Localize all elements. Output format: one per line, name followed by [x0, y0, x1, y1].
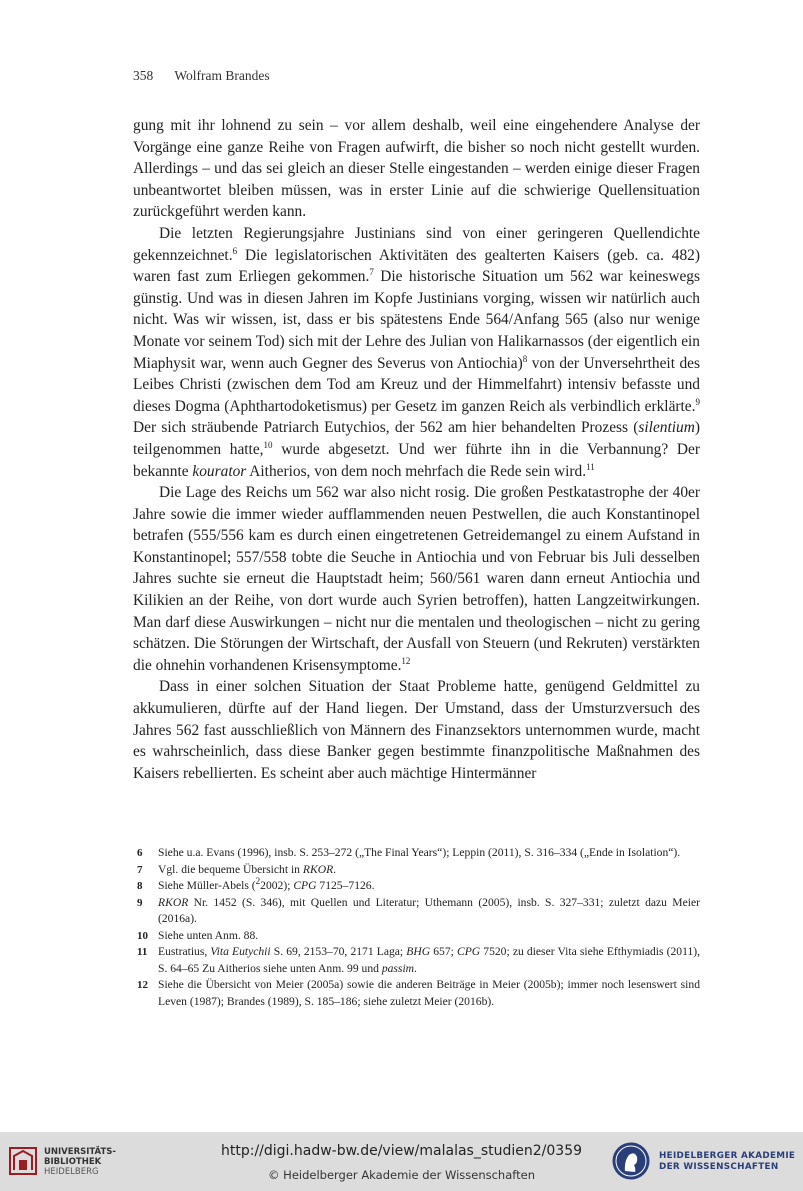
footnote-12: 12 Siehe die Übersicht von Meier (2005a) sowie die anderen Beiträge in Meier (2005b); immer noch lesenswert sind Leven (1987); Brandes (1989), S. 185–186; siehe zuletzt Meier (2016b). [137, 978, 700, 1008]
academy-logo-line1: HEIDELBERGER AKADEMIE [659, 1151, 796, 1161]
academy-logo[interactable] [611, 1141, 797, 1181]
running-head-author: Wolfram Brandes [174, 68, 270, 83]
footnote-9: 9 RKOR Nr. 1452 (S. 346), mit Quellen und Literatur; Uthemann (2005), insb. S. 327–331; zuletzt dazu Meier (2016a). [137, 895, 700, 925]
paragraph-4: Dass in einer solchen Situation der Staat Probleme hatte, genügend Geldmittel zu akkumulieren, dürfte auf der Hand liegen. Der Umstand, dass der Umsturzversuch des Jahres 562 fast ausschließlich von Männern des Finanzsektors unternommen wurde, macht es wahrscheinlich, dass diese Banker gegen bestimmte finanzpolitische Maßnahmen des Kaisers rebellierten. Es scheint aber auch mächtige Hintermänner [133, 678, 700, 782]
footnote-ref-12[interactable]: 12 [401, 655, 411, 666]
footnote-ref-9[interactable]: 9 [695, 396, 700, 407]
running-header [133, 68, 270, 84]
academy-logo-line2: DER WISSENSCHAFTEN [659, 1162, 779, 1172]
copyright-notice: © Heidelberger Akademie der Wissenschaften [268, 1168, 535, 1182]
footnote-8: 8 Siehe Müller-Abels ($^2$2002); CPG 7125–7126. [137, 876, 375, 892]
page-number: 358 [133, 68, 154, 83]
footnote-11: 11 Eustratius, Vita Eutychii S. 69, 2153–70, 2171 Laga; BHG 657; CPG 7520; zu dieser Vita siehe Efthymiadis (2011), S. 64–65 Zu Aitherios siehe unten Anm. 99 und passim. [137, 945, 701, 975]
footnotes [133, 845, 700, 1010]
permalink-url[interactable]: http://digi.hadw-bw.de/view/malalas_studien2/0359 [220, 1143, 583, 1159]
library-logo-line2: BIBLIOTHEK [44, 1157, 102, 1167]
footnote-6: 6 Siehe u.a. Evans (1996), insb. S. 253–272 („The Final Years“); Leppin (2011), S. 316–334 („Ende in Isolation“). [137, 846, 681, 859]
library-logo-line3: HEIDELBERG [44, 1167, 99, 1177]
footnote-ref-8[interactable]: 8 [522, 353, 528, 364]
main-text [133, 115, 700, 784]
paragraph-3: Die Lage des Reichs um 562 war also nicht rosig. Die großen Pestkatastrophe der 40er Jahre sowie die immer wieder aufflammenden neuen Pestwellen, die auch Konstantinopel betrafen (555/556 kam es durch einen eingetretenen Getreidemangel zu einem Aufstand in Konstantinopel; 557/558 tobte die Seuche in Antiochia und von Februar bis Juli desselben Jahres suchte sie erneut die Hauptstadt heim; 560/561 waren dann erneut Antiochia und Kilikien an der Reihe, von dort wurde auch Syrien betroffen), hatten Langzeitwirkungen. Man darf diese Auswirkungen – nicht nur die mentalen und theologischen – nicht zu gering schätzen. Die Störungen der Wirtschaft, der Ausfall von Steuern (und Rekruten) verstärkten die ohnehin vorhandenen Krisensymptome.$^{12}$ [133, 484, 700, 674]
footnote-ref-6[interactable]: 6 [232, 245, 238, 256]
footnote-7: 7 Vgl. die bequeme Übersicht in RKOR. [137, 862, 337, 876]
viewer-footer [0, 1132, 803, 1191]
academy-seal-icon [611, 1141, 651, 1181]
footnote-ref-11[interactable]: 11 [586, 461, 595, 472]
paragraph-2: Die letzten Regierungsjahre Justinians sind von einer geringeren Quellendichte gekennzeichnet.$^6$ Die legislatorischen Aktivitäten des gealterten Kaisers (geb. ca. 482) waren fast zum Erliegen gekommen.$^7$ Die historische Situation um 562 war keineswegs günstig. Und was in diesen Jahren im Kopfe Justinians vorging, wissen wir natürlich auch nicht. Was wir wissen, ist, dass er bis spätestens Ende 564/Anfang 565 (also nur wenige Monate vor seinem Tod) sich mit der Lehre des Julian von Halikarnassos (der eigentlich ein Miaphysit war, wenn auch Gegner des Severus von Antiochia)$^8$ von der Unversehrtheit des Leibes Christi (zwischen dem Tod am Kreuz und der Himmelfahrt) intensiv befasste und dieses Dogma (Aphthartodoketismus) per Gesetz im ganzen Reich als verbindlich erklärte.$^9$ Der sich sträubende Patriarch Eutychios, der 562 am hier behandelten Prozess (silentium) teilgenommen hatte,$^{10}$ wurde abgesetzt. Und wer führte ihn in die Verbannung? Der bekannte kourator Aitherios, von dem noch mehrfach die Rede sein wird.$^{11}$ [133, 224, 701, 480]
library-logo-line1: UNIVERSITÄTS- [44, 1147, 116, 1157]
footnote-ref-10[interactable]: 10 [263, 439, 273, 450]
footnote-10: 10 Siehe unten Anm. 88. [137, 928, 259, 942]
footnote-ref-7[interactable]: 7 [369, 267, 374, 278]
paragraph-1: gung mit ihr lohnend zu sein – vor allem deshalb, weil eine eingehendere Analyse der Vorgänge eine ganze Reihe von Fragen aufwirft, die bisher so noch nicht gestellt wurden. Allerdings – und das sei gleich an dieser Stelle eingestanden – werden einige dieser Fragen unbeantwortet bleiben müssen, was in erster Linie auf die schwierige Quellensituation zurückgeführt werden kann. [133, 117, 700, 221]
